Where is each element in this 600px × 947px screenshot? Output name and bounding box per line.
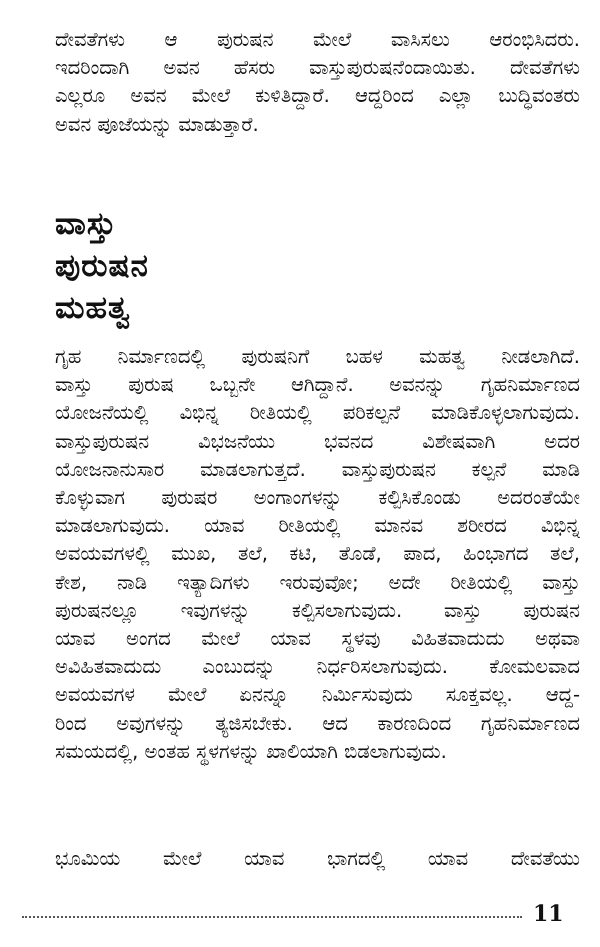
text-line: ಎಲ್ಲರೂ ಅವನ ಮೇಲೆ ಕುಳಿತಿದ್ದಾರೆ. ಆದ್ದರಿಂದ ಎಲ್ಲಾ ಬುದ್ಧಿವಂತರು [55,84,580,108]
page-number: 11 [533,901,564,927]
text-line: ವಾಸ್ತು ಪುರುಷ ಒಬ್ಬನೇ ಆಗಿದ್ದಾನೆ. ಅವನನ್ನು ಗೃಹನಿರ್ಮಾಣದ [55,373,580,397]
heading-line: ಪುರುಷನ [55,248,149,284]
text-line: ಅವನ ಪೂಜೆಯನ್ನು ಮಾಡುತ್ತಾರೆ. [55,112,259,136]
text-line: ಅವಯವಗಳ ಮೇಲೆ ಏನನ್ನೂ ನಿರ್ಮಿಸುವುದು ಸೂಕ್ತವಲ್ಲ. ಆದ್ದ- [55,683,580,707]
paragraph-intro [55,26,580,139]
text-line: ಯೋಜನಾನುಸಾರ ಮಾಡಲಾಗುತ್ತದೆ. ವಾಸ್ತುಪುರುಷನ ಕಲ್ಪನೆ ಮಾಡಿ [55,457,580,481]
text-line: ಅವಿಹಿತವಾದುದು ಎಂಬುದನ್ನು ನಿರ್ಧರಿಸಲಾಗುವುದು. ಕೋಮಲವಾದ [55,655,580,679]
text-line: ಯಾವ ಅಂಗದ ಮೇಲೆ ಯಾವ ಸ್ಥಳವು ವಿಹಿತವಾದುದು ಅಥವಾ [55,627,580,651]
text-line: ಅವಯವಗಳಲ್ಲಿ ಮುಖ, ತಲೆ, ಕಟಿ, ತೊಡೆ, ಪಾದ, ಹಿಂಭಾಗದ ತಲೆ, [55,542,580,566]
text-line: ಗೃಹ ನಿರ್ಮಾಣದಲ್ಲಿ ಪುರುಷನಿಗೆ ಬಹಳ ಮಹತ್ವ ನೀಡಲಾಗಿದೆ. [55,345,580,368]
text-line: ಭೂಮಿಯ ಮೇಲೆ ಯಾವ ಭಾಗದಲ್ಲಿ ಯಾವ ದೇವತೆಯು [55,847,580,870]
text-line: ಸಮಯದಲ್ಲಿ, ಅಂತಹ ಸ್ಥಳಗಳನ್ನು ಖಾಲಿಯಾಗಿ ಬಿಡಲಾಗುವುದು. [55,739,447,763]
text-line: ವಾಸ್ತುಪುರುಷನ ವಿಭಜನೆಯು ಭವನದ ವಿಶೇಷವಾಗಿ ಅದರ [55,429,580,453]
text-line: ಕೇಶ, ನಾಡಿ ಇತ್ಯಾದಿಗಳು ಇರುವುವೋ; ಅದೇ ರೀತಿಯಲ್ಲಿ ವಾಸ್ತು [55,570,580,594]
text-line: ಯೋಜನೆಯಲ್ಲಿ ವಿಭಿನ್ನ ರೀತಿಯಲ್ಲಿ ಪರಿಕಲ್ಪನೆ ಮಾಡಿಕೊಳ್ಳಲಾಗುವುದು. [55,401,580,425]
text-line: ದೇವತೆಗಳು ಆ ಪುರುಷನ ಮೇಲೆ ವಾಸಿಸಲು ಆರಂಭಿಸಿದರು. [55,28,580,51]
section-heading [55,203,149,329]
text-line: ಇದರಿಂದಾಗಿ ಅವನ ಹೆಸರು ವಾಸ್ತುಪುರುಷನೆಂದಾಯಿತು. ದೇವತೆಗಳು [55,56,580,80]
paragraph-body [55,343,580,766]
footer-dotted-divider [22,916,522,918]
text-line: ಕೊಳ್ಳುವಾಗ ಪುರುಷರ ಅಂಗಾಂಗಳನ್ನು ಕಲ್ಪಿಸಿಕೊಂಡು ಅದರಂತೆಯೇ [55,486,580,510]
heading-line: ಮಹತ್ವ [55,290,131,326]
text-line: ಮಾಡಲಾಗುವುದು. ಯಾವ ರೀತಿಯಲ್ಲಿ ಮಾನವ ಶರೀರದ ವಿಭಿನ್ನ [55,514,580,538]
text-line: ಪುರುಷನಲ್ಲೂ ಇವುಗಳನ್ನು ಕಲ್ಪಿಸಲಾಗುವುದು. ವಾಸ್ತು ಪುರುಷನ [55,598,580,622]
heading-line: ವಾಸ್ತು [55,206,117,242]
paragraph-continued [55,845,580,873]
text-line: ರಿಂದ ಅವುಗಳನ್ನು ತ್ಯಜಿಸಬೇಕು. ಆದ ಕಾರಣದಿಂದ ಗೃಹನಿರ್ಮಾಣದ [55,711,580,735]
